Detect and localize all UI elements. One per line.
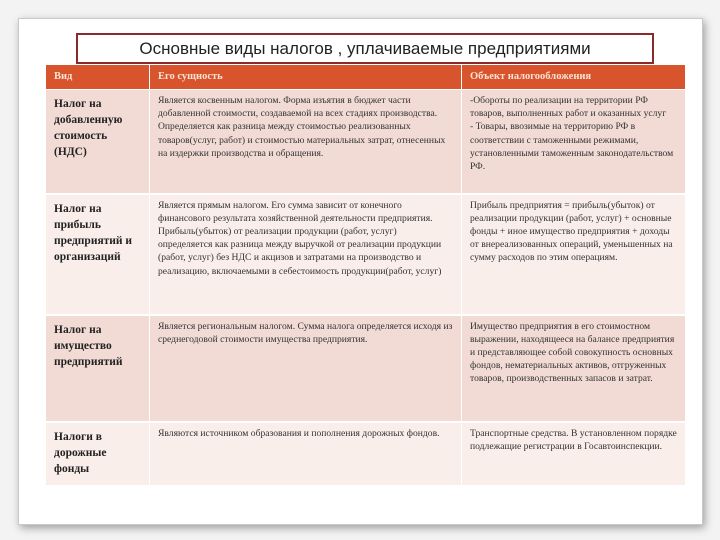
row-essence-cell: Является косвенным налогом. Форма изъятия в бюджет части добавленной стоимости, создаваемой на всех стадиях производства. Определяется как разница между стоимостью реализованных товаров(услуг, работ) и стоимостью материальных затрат, отнесенных на издержки производства и обращения.: [150, 90, 462, 194]
table-row: [46, 422, 686, 486]
table-row: [46, 315, 686, 422]
row-essence-cell: Являются источником образования и пополнения дорожных фондов.: [150, 422, 462, 486]
row-kind-cell: Налог на прибыль предприятий и организаций: [46, 194, 150, 315]
row-kind-cell: Налог на добавленную стоимость (НДС): [46, 90, 150, 194]
table-header-row: [46, 65, 686, 90]
row-kind-cell: Налоги в дорожные фонды: [46, 422, 150, 486]
header-essence: Его сущность: [150, 65, 462, 90]
row-object-cell: -Обороты по реализации на территории РФ товаров, выполненных работ и оказанных услуг - Товары, ввозимые на территорию РФ в соответствии с таможенными режимами, установленными таможенным законодательством РФ.: [462, 90, 686, 194]
slide-title: Основные виды налогов , уплачиваемые предприятиями: [76, 33, 654, 64]
tax-types-table: [45, 64, 686, 487]
row-kind-cell: Налог на имущество предприятий: [46, 315, 150, 422]
row-object-cell: Прибыль предприятия = прибыль(убыток) от реализации продукции (работ, услуг) + основные фонды + иное имущество предприятия + доходы от внереализованных операций, уменьшенных на сумму расходов по этим операциям.: [462, 194, 686, 315]
row-essence-cell: Является прямым налогом. Его сумма зависит от конечного финансового результата хозяйственной деятельности предприятия. Прибыль(убыток) от реализации продукции (работ, услуг) определяется как разница между выручкой от реализации продукции (работ, услуг) без НДС и акцизов и затратами на производство и реализацию, включаемыми в себестоимость продукции(работ, услуг): [150, 194, 462, 315]
table-row: [46, 194, 686, 315]
header-object: Объект налогообложения: [462, 65, 686, 90]
row-object-cell: Имущество предприятия в его стоимостном выражении, находящееся на балансе предприятия и представляющее собой совокупность основных фондов, нематериальных активов, отгруженных товаров, производственных запасов и затрат.: [462, 315, 686, 422]
row-object-cell: Транспортные средства. В установленном порядке подлежащие регистрации в Госавтоинспекции.: [462, 422, 686, 486]
header-kind: Вид: [46, 65, 150, 90]
table-row: [46, 90, 686, 194]
row-essence-cell: Является региональным налогом. Сумма налога определяется исходя из среднегодовой стоимости имущества предприятия.: [150, 315, 462, 422]
